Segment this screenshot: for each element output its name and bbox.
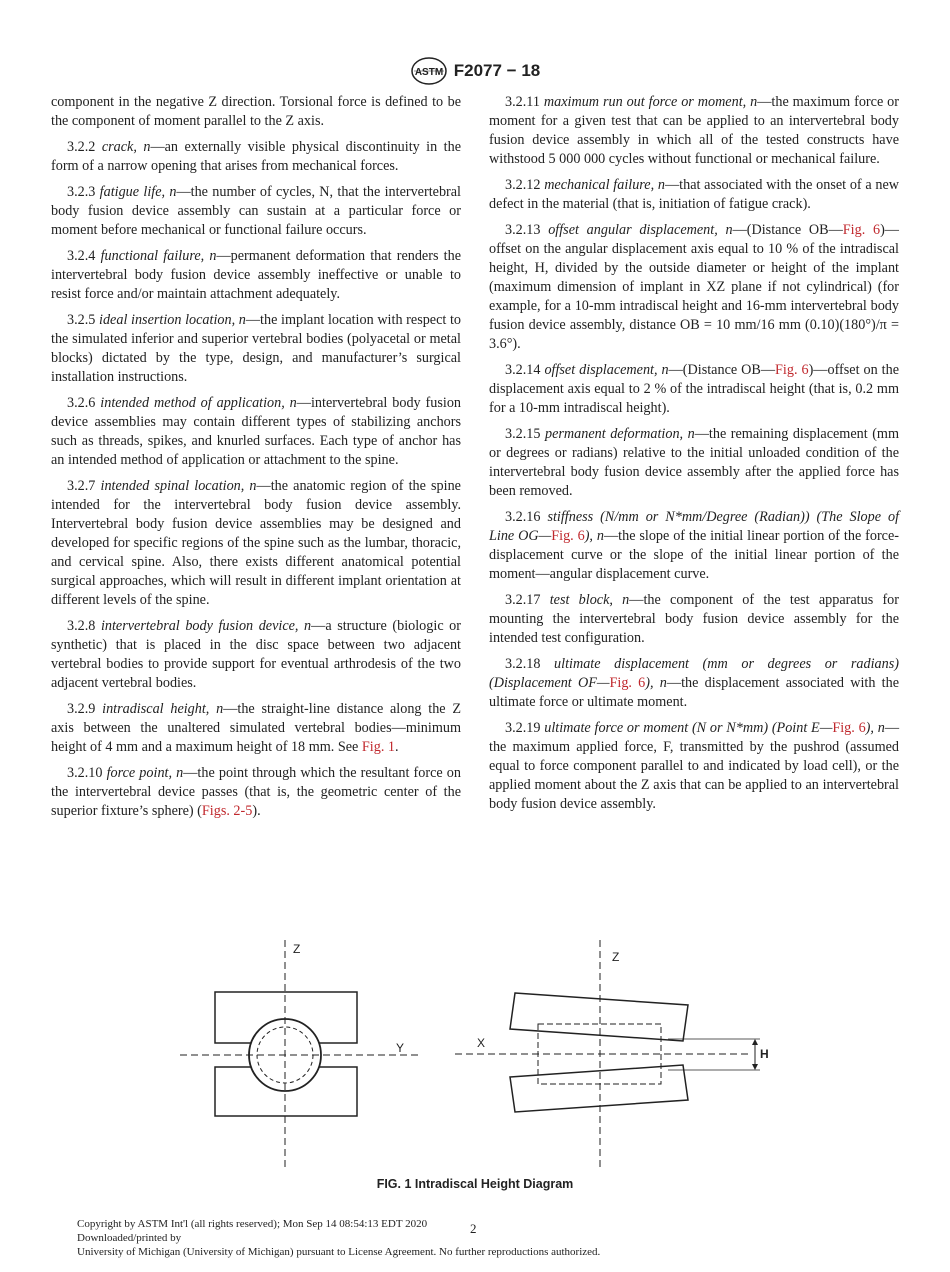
figure-reference-link[interactable]: Fig. 6 — [551, 528, 585, 544]
definition-paragraph — [489, 655, 899, 712]
definition-text: —that associated with the onset of a new defect in the material (that is, initiation of fatigue crack). — [489, 177, 899, 212]
footer — [77, 1217, 897, 1259]
section-number: 3.2.6 — [67, 395, 96, 411]
definition-paragraph — [51, 764, 461, 821]
defined-term: force point, n — [106, 765, 184, 781]
section-number: 3.2.4 — [67, 248, 96, 264]
footer-copyright: Copyright by ASTM Int'l (all rights reserved); Mon Sep 14 08:54:13 EDT 2020 — [77, 1218, 428, 1230]
defined-term: ultimate displacement (mm or degrees or radians) (Displacement OF— — [489, 656, 899, 691]
definition-text: —the anatomic region of the spine intended for the intervertebral body fusion device assembly. Intervertebral body fusion device assemblies may be designed and developed for specific regions of the spine such as the lumbar, thoracic, and cervical spine. Also, there exists different anatomical potential surgical approaches, which will result in different implant orientation at different levels of the spine. — [51, 478, 461, 608]
definition-text: —(Distance OB— — [668, 362, 776, 378]
defined-term: functional failure, n — [100, 248, 217, 264]
definition-text: —the number of cycles, N, that the intervertebral body fusion device assembly can sustain at a particular force or moment before mechanical or functional failure occurs. — [51, 184, 461, 238]
section-number: 3.2.16 — [505, 509, 541, 525]
section-number: 3.2.8 — [67, 618, 96, 634]
defined-term: offset angular displacement, n — [548, 222, 733, 238]
section-number: 3.2.13 — [505, 222, 541, 238]
y-label-left: Y — [396, 1041, 405, 1055]
definition-paragraph — [51, 394, 461, 470]
defined-term: intradiscal height, n — [102, 701, 224, 717]
definition-text-after: )—offset on the angular displacement axis equal to 10 % of the intradiscal height, H, divided by the outside diameter or height of the implant (maximum dimension of implant in XZ plane if not cylindrical) (for example, for a 10-mm intradiscal height and 16-mm intervertebral body fusion device assembly, distance OB = 10 mm/16 mm (0.10)(180°)/π = 3.6°). — [489, 222, 899, 352]
definition-text: —the displacement associated with the ultimate force or ultimate moment. — [489, 675, 899, 710]
definition-paragraph — [489, 719, 899, 814]
definition-paragraph — [51, 700, 461, 757]
document-id: F2077 − 18 — [453, 61, 541, 80]
definition-text: —the component of the test apparatus for mounting the intervertebral body fusion device assembly for the intended test configuration. — [489, 592, 899, 646]
definition-paragraph — [489, 221, 899, 354]
defined-term: fatigue life, n — [99, 184, 177, 200]
definition-text-after: . — [395, 739, 399, 755]
definition-text: —the slope of the initial linear portion of the force-displacement curve or the slope of the initial linear portion of the moment—angular displacement curve. — [489, 528, 899, 582]
defined-term: permanent deformation, n — [545, 426, 695, 442]
section-number: 3.2.10 — [67, 765, 103, 781]
defined-term: ideal insertion location, n — [99, 312, 246, 328]
definition-paragraph — [489, 508, 899, 584]
left-diagram — [180, 940, 420, 1170]
definition-paragraph — [51, 93, 461, 131]
tilted-superior-block — [510, 993, 688, 1041]
right-column — [489, 93, 899, 821]
section-number: 3.2.14 — [505, 362, 541, 378]
defined-term: intended spinal location, n — [100, 478, 257, 494]
section-number: 3.2.9 — [67, 701, 96, 717]
definition-text-after: )—offset on the displacement axis equal to 2 % of the intradiscal height (that is, 0.2 mm for a 10-mm intradiscal height). — [489, 362, 899, 416]
left-column — [51, 93, 461, 828]
definition-text: —permanent deformation that renders the intervertebral body fusion device assembly ineffective or unable to resist force and/or maintain attachment adequately. — [51, 248, 461, 302]
section-number: 3.2.15 — [505, 426, 541, 442]
section-number: 3.2.12 — [505, 177, 541, 193]
definition-paragraph — [51, 311, 461, 387]
definition-text: —the point through which the resultant force on the intervertebral device passes (that is, the geometric center of the superior fixture’s sphere) ( — [51, 765, 461, 819]
page-header — [0, 56, 950, 86]
figure-reference-link[interactable]: Fig. 6 — [842, 222, 881, 238]
logo-text: ASTM — [414, 67, 443, 78]
figure-reference-link[interactable]: Fig. 1 — [361, 739, 396, 755]
defined-term: intervertebral body fusion device, n — [100, 618, 312, 634]
definition-text: —an externally visible physical discontinuity in the form of a narrow opening that arises from mechanical forces. — [51, 139, 462, 174]
z-label-right: Z — [612, 950, 620, 964]
page-number: 2 — [470, 1221, 477, 1236]
figure-reference-link[interactable]: Fig. 6 — [832, 720, 866, 736]
definition-text: —the maximum force or moment for a given test that can be applied to an intervertebral body fusion device assembly in which all of the tested constructs have withstood 5 000 000 cycles without functional or mechanical failure. — [489, 94, 899, 167]
definition-paragraph — [489, 176, 899, 214]
defined-term-suffix: ), n — [584, 528, 604, 544]
definition-text: —a structure (biologic or synthetic) that is placed in the disc space between two adjacent vertebral bodies to provide support for eventual arthrodesis of the two adjacent vertebral bodies. — [51, 618, 461, 691]
definition-paragraph — [51, 477, 461, 610]
definition-text: component in the negative Z direction. Torsional force is defined to be the component of moment parallel to the Z axis. — [51, 94, 461, 129]
definition-paragraph — [489, 425, 899, 501]
defined-term: ultimate force or moment (N or N*mm) (Point E— — [544, 720, 833, 736]
intradiscal-height-figure — [160, 935, 800, 1173]
figure-reference-link[interactable]: Fig. 6 — [775, 362, 809, 378]
section-number: 3.2.7 — [67, 478, 96, 494]
figure-caption: FIG. 1 Intradiscal Height Diagram — [376, 1177, 574, 1191]
definition-paragraph — [51, 138, 461, 176]
defined-term: offset displacement, n — [544, 362, 669, 378]
section-number: 3.2.3 — [67, 184, 96, 200]
x-label-right: X — [477, 1036, 486, 1050]
definition-paragraph — [51, 183, 461, 240]
definition-paragraph — [51, 617, 461, 693]
defined-term: mechanical failure, n — [544, 177, 665, 193]
section-number: 3.2.11 — [505, 94, 540, 110]
z-label-left: Z — [293, 942, 301, 956]
section-number: 3.2.18 — [505, 656, 541, 672]
definition-text: —the straight-line distance along the Z axis between the unaltered simulated vertebral bodies—minimum height of 4 mm and a maximum height of 18 mm. See — [51, 701, 462, 755]
right-diagram — [455, 940, 760, 1170]
definition-paragraph — [489, 591, 899, 648]
definition-text: —(Distance OB— — [732, 222, 843, 238]
defined-term: crack, n — [101, 139, 151, 155]
defined-term: maximum run out force or moment, n — [543, 94, 758, 110]
footer-downloaded: Downloaded/printed by — [77, 1232, 182, 1244]
defined-term: stiffness (N/mm or N*mm/Degree (Radian)) (The Slope of Line OG— — [489, 509, 900, 544]
defined-term: test block, n — [549, 592, 630, 608]
section-number: 3.2.5 — [67, 312, 96, 328]
figure-reference-link[interactable]: Figs. 2-5 — [201, 803, 253, 819]
definition-text-after: ). — [252, 803, 261, 819]
definition-paragraph — [489, 361, 899, 418]
h-label: H — [760, 1047, 769, 1061]
footer-license: University of Michigan (University of Michigan) pursuant to License Agreement. No further reproductions authorized. — [77, 1246, 601, 1258]
section-number: 3.2.19 — [505, 720, 541, 736]
definition-text: —the implant location with respect to the simulated inferior and superior vertebral bodies (polyacetal or metal blocks) dictated by the type, design, and manufacturer’s surgical installation instructions. — [51, 312, 462, 385]
defined-term-suffix: ), n — [645, 675, 667, 691]
definition-paragraph — [51, 247, 461, 304]
definition-text: —the maximum applied force, F, transmitted by the pushrod (assumed equal to force component parallel to and indicated by load cell), or the applied moment about the Z axis that can be applied to an intervertebral body fusion device assembly. — [489, 720, 899, 812]
definition-text: —intervertebral body fusion device assemblies may contain different types of stabilizing anchors such as threads, spikes, and knurled surfaces. Each type of anchor has an intended method of application or attachment to the spine. — [51, 395, 462, 468]
definition-text: —the remaining displacement (mm or degrees or radians) relative to the initial unloaded condition of the intervertebral body fusion device assembly after the applied force has been removed. — [489, 426, 899, 499]
definition-paragraph — [489, 93, 899, 169]
section-number: 3.2.2 — [67, 139, 96, 155]
figure-reference-link[interactable]: Fig. 6 — [609, 675, 646, 691]
defined-term-suffix: ), n — [865, 720, 885, 736]
defined-term: intended method of application, n — [100, 395, 297, 411]
astm-logo-icon — [410, 56, 448, 86]
section-number: 3.2.17 — [505, 592, 541, 608]
